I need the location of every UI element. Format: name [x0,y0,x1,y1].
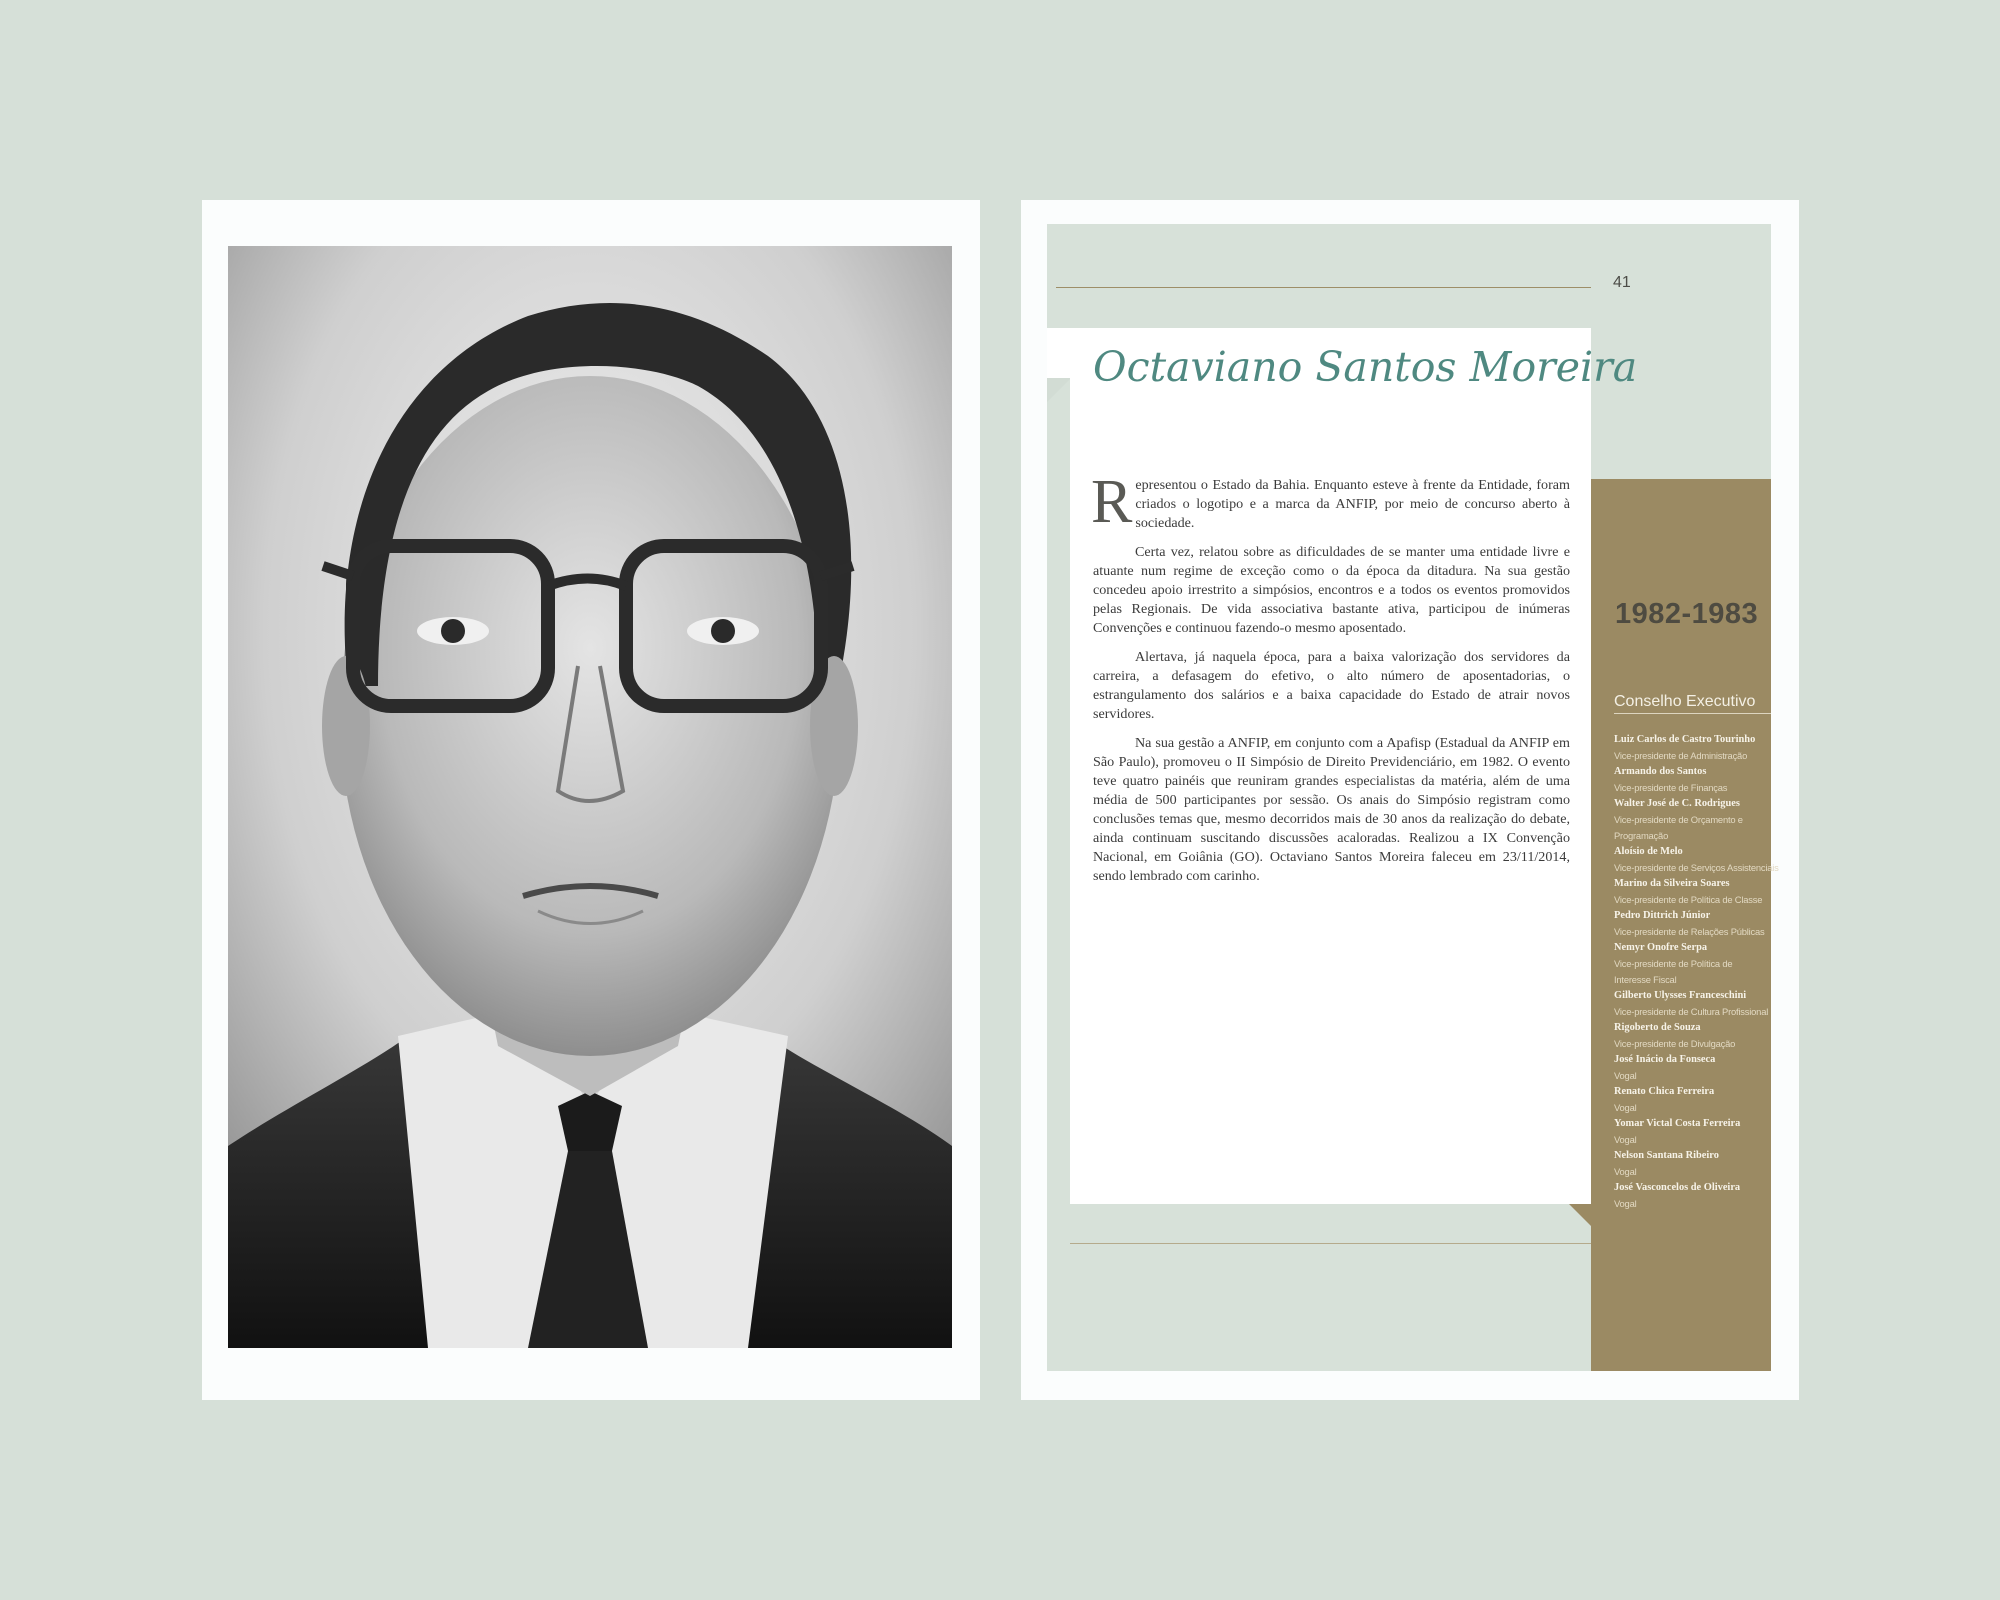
member-role: Vice-presidente de Divulgação [1614,1038,1736,1049]
member-role: Vice-presidente de Política de Classe [1614,894,1763,905]
drop-cap: R [1091,468,1133,536]
member-name: José Vasconcelos de Oliveira [1614,1182,1741,1193]
member-name: Nelson Santana Ribeiro [1614,1150,1719,1161]
member-role-continued: Interesse Fiscal [1614,974,1677,985]
member-name: Pedro Dittrich Júnior [1614,910,1711,921]
council-heading-rule [1614,713,1771,714]
member-role: Vice-presidente de Orçamento e [1614,814,1743,825]
member-name: Aloísio de Melo [1614,846,1683,857]
member-role: Vice-presidente de Finanças [1614,782,1728,793]
member-name: Renato Chica Ferreira [1614,1086,1715,1097]
council-member [1614,764,1774,796]
member-name: Gilberto Ulysses Franceschini [1614,990,1747,1001]
right-page [1021,200,1799,1400]
member-name: Yomar Victal Costa Ferreira [1614,1118,1741,1129]
council-member [1614,908,1774,940]
page-number: 41 [1613,274,1631,291]
card-tab [1047,328,1071,378]
member-role: Vogal [1614,1198,1637,1209]
page-title: Octaviano Santos Moreira [1093,343,1638,391]
sidebar-corner [1569,1204,1591,1226]
member-role: Vogal [1614,1102,1637,1113]
portrait-drawing [228,246,952,1348]
member-name: Walter José de C. Rodrigues [1614,798,1740,809]
member-role: Vice-presidente de Política de [1614,958,1733,969]
article-body [1091,468,1570,896]
paragraph: Na sua gestão a ANFIP, em conjunto com a Apafisp (Estadual da ANFIP em São Paulo), promoveu o II Simpósio de Direito Previdenciário, em 1982. O evento teve quatro painéis que reuniram grandes especialistas da matéria, além de uma média de 500 participantes por sessão. Os anais do Simpósio registram como conclusões temas que, mesmo decorridos mais de 30 anos da realização do debate, ainda continuam suscitando discussões acaloradas. Realizou a IX Convenção Nacional, em Goiânia (GO). Octaviano Santos Moreira faleceu em 23/11/2014, sendo lembrado com carinho. [1093,735,1570,884]
member-role: Vice-presidente de Relações Públicas [1614,926,1765,937]
paragraph: Certa vez, relatou sobre as dificuldades de se manter uma entidade livre e atuante num regime de exceção como o da época da ditadura. Na sua gestão concedeu apoio irrestrito a simpósios, encontros e a todos os eventos promovidos pelas Regionais. De vida associativa bastante ativa, participou de inúmeras Convenções e continuou fazendo-o mesmo aposentado. [1093,544,1570,636]
council-member [1614,796,1774,844]
council-member-list [1614,732,1779,1212]
council-member [1614,732,1774,764]
council-member [1614,1020,1774,1052]
council-member [1614,1148,1774,1180]
paragraph: Alertava, já naquela época, para a baixa valorização dos servidores da carreira, a defasagem do efetivo, o alto número de aposentadorias, o estrangulamento dos salários e a baixa capacidade do Estado de atrair novos servidores. [1093,649,1570,722]
left-page [202,200,980,1400]
council-member [1614,876,1774,908]
council-member [1614,1084,1774,1116]
header-rule [1056,287,1591,288]
member-name: Rigoberto de Souza [1614,1022,1701,1033]
period-label: 1982-1983 [1615,598,1759,630]
council-member [1614,1116,1774,1148]
member-name: José Inácio da Fonseca [1614,1054,1716,1065]
member-role: Vogal [1614,1070,1637,1081]
council-member [1614,940,1774,988]
council-member [1614,844,1779,876]
council-member [1614,1180,1774,1212]
member-role: Vice-presidente de Administração [1614,750,1748,761]
footer-rule [1070,1243,1591,1244]
council-member [1614,988,1774,1020]
member-role: Vice-presidente de Serviços Assistenciais [1614,862,1779,873]
member-role-continued: Programação [1614,830,1669,841]
member-name: Marino da Silveira Soares [1614,878,1730,889]
member-name: Nemyr Onofre Serpa [1614,942,1708,953]
member-name: Armando dos Santos [1614,766,1707,777]
member-name: Luiz Carlos de Castro Tourinho [1614,734,1756,745]
member-role: Vogal [1614,1134,1637,1145]
council-member [1614,1052,1774,1084]
card-fold-corner [1047,378,1071,402]
paragraph: Representou o Estado da Bahia. Enquanto esteve à frente da Entidade, foram criados o logotipo e a marca da ANFIP, por meio de concurso aberto à sociedade. [1091,468,1570,536]
council-heading: Conselho Executivo [1614,693,1756,710]
member-role: Vogal [1614,1166,1637,1177]
member-role: Vice-presidente de Cultura Profissional [1614,1006,1769,1017]
